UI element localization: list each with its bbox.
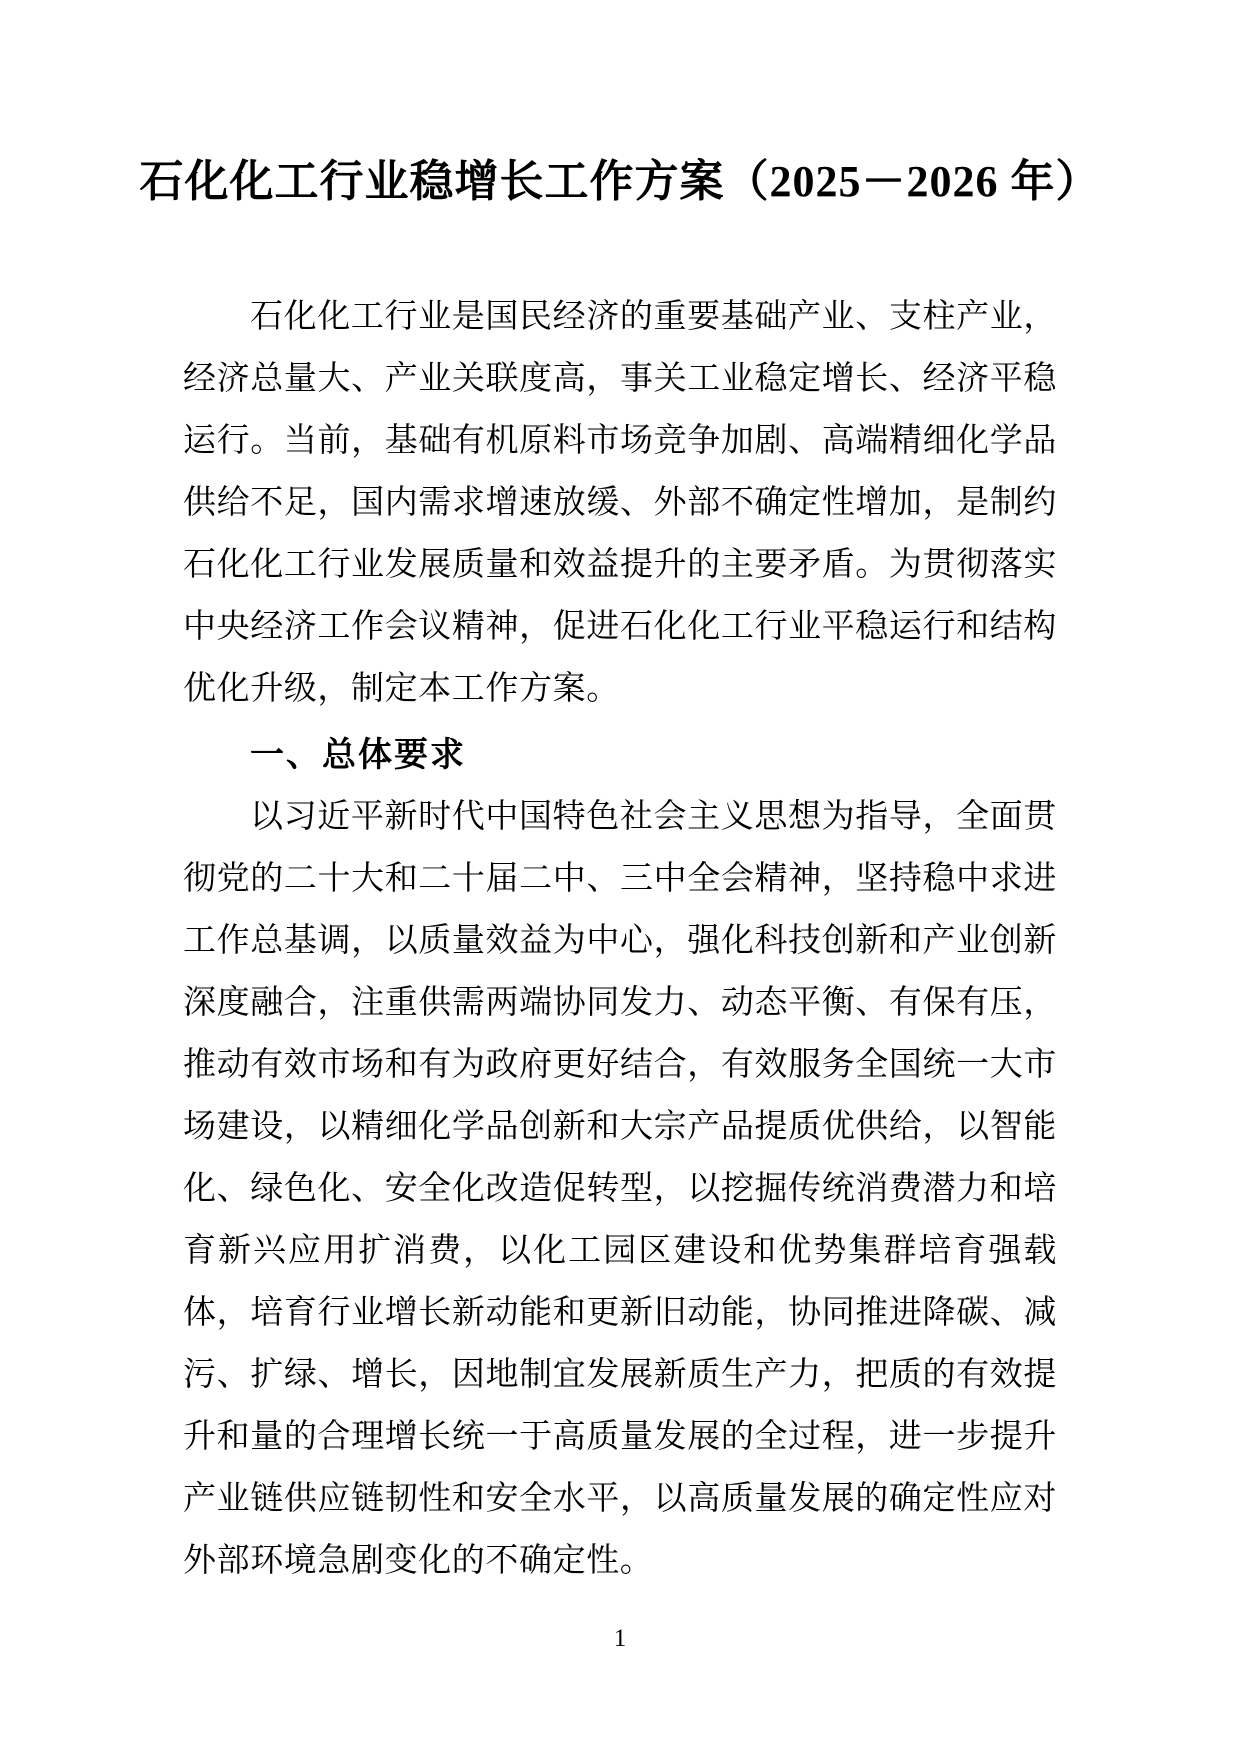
document-title: 石化化工行业稳增长工作方案（2025－2026 年） (139, 157, 1101, 206)
body-line: 育新兴应用扩消费，以化工园区建设和优势集群培育强载 (183, 1233, 1057, 1269)
body-line: 中央经济工作会议精神，促进石化化工行业平稳运行和结构 (183, 609, 1057, 645)
body-line: 污、扩绿、增长，因地制宜发展新质生产力，把质的有效提 (183, 1357, 1057, 1393)
body-line: 供给不足，国内需求增速放缓、外部不确定性增加，是制约 (183, 485, 1057, 521)
page-number: 1 (613, 1625, 627, 1652)
body-line: 石化化工行业是国民经济的重要基础产业、支柱产业， (250, 299, 1057, 335)
body-line: 经济总量大、产业关联度高，事关工业稳定增长、经济平稳 (183, 361, 1057, 397)
section-heading-overall-requirements: 一、总体要求 (250, 736, 466, 774)
body-line: 化、绿色化、安全化改造促转型，以挖掘传统消费潜力和培 (183, 1171, 1057, 1207)
body-line: 石化化工行业发展质量和效益提升的主要矛盾。为贯彻落实 (183, 547, 1057, 583)
paragraph-overall-requirements (183, 786, 1057, 1592)
body-line: 场建设，以精细化学品创新和大宗产品提质优供给，以智能 (183, 1109, 1057, 1145)
body-line: 外部环境急剧变化的不确定性。 (183, 1543, 654, 1579)
paragraph-intro (183, 286, 1057, 720)
body-line: 优化升级，制定本工作方案。 (183, 671, 620, 707)
body-line: 体，培育行业增长新动能和更新旧动能，协同推进降碳、减 (183, 1295, 1057, 1331)
body-line: 以习近平新时代中国特色社会主义思想为指导，全面贯 (250, 799, 1057, 835)
body-line: 推动有效市场和有为政府更好结合，有效服务全国统一大市 (183, 1047, 1057, 1083)
body-line: 工作总基调，以质量效益为中心，强化科技创新和产业创新 (183, 923, 1057, 959)
body-line: 升和量的合理增长统一于高质量发展的全过程，进一步提升 (183, 1419, 1057, 1455)
body-line: 运行。当前，基础有机原料市场竞争加剧、高端精细化学品 (183, 423, 1057, 459)
body-line: 深度融合，注重供需两端协同发力、动态平衡、有保有压， (183, 985, 1057, 1021)
body-line: 产业链供应链韧性和安全水平，以高质量发展的确定性应对 (183, 1481, 1057, 1517)
body-line: 彻党的二十大和二十届二中、三中全会精神，坚持稳中求进 (183, 861, 1057, 897)
